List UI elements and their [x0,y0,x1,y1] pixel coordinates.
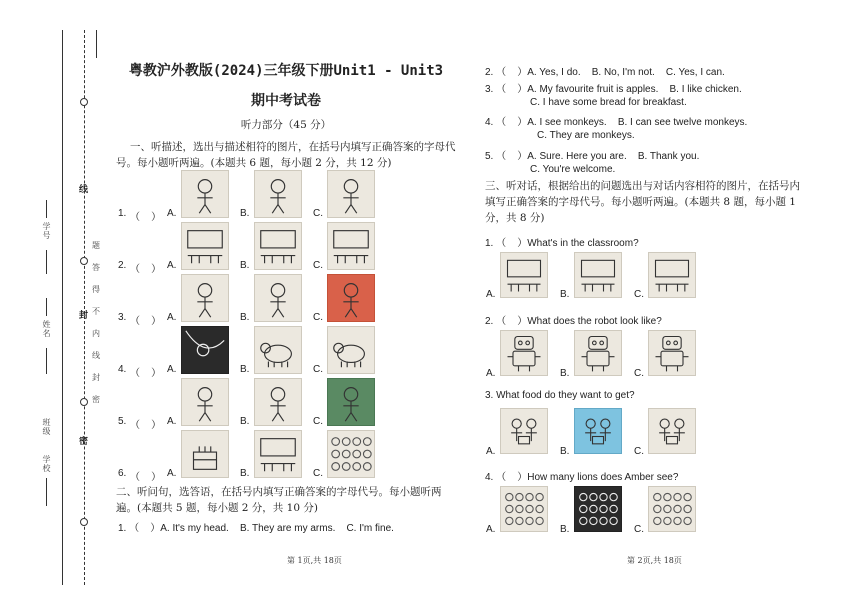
option-label: A. [486,446,496,457]
name-blank [46,348,47,374]
answer-parentheses[interactable]: （ ） [130,472,162,483]
girl-running-image[interactable] [327,378,375,426]
option-label: A. [486,524,496,535]
section3-question-1: 1. （ ）What's in the classroom? [485,238,639,249]
option-label: B. [560,446,570,457]
classroom-window-image[interactable] [181,222,229,270]
student-name-label: 姓名 [42,320,51,338]
margin-char: 封 [92,373,100,382]
margin-char: 内 [92,329,100,338]
robot-a-image[interactable] [500,330,548,376]
option-label: A. [167,468,177,479]
option-label: A. [167,364,177,375]
id-blank [46,250,47,274]
option-label: C. [313,260,323,271]
margin-char: 线 [92,351,100,360]
page-number-right: 第 2页,共 18页 [627,556,682,565]
robot-c-image[interactable] [648,330,696,376]
option-label: A. [167,208,177,219]
margin-hole [80,257,88,265]
answer-parentheses[interactable]: （ ） [130,368,162,379]
answer-parentheses[interactable]: （ ） [130,420,162,431]
animal-stickers-image[interactable] [327,430,375,478]
school-blank [46,478,47,506]
id-blank [46,200,47,218]
option-label: B. [240,312,250,323]
margin-char: 题 [92,241,100,250]
option-label: A. [486,368,496,379]
section1-instructions: 一、听描述，选出与描述相符的图片，在括号内填写正确答案的字母代号。每小题听两遍。(本题共 6 题，每小题 2 分，共 12 分) [116,141,456,169]
exam-subtitle: 期中考试卷 [251,93,321,109]
birthday-cake-image[interactable] [181,430,229,478]
girl-eating-image[interactable] [254,274,302,322]
listening-part-heading: 听力部分（45 分） [240,119,332,131]
section1-question-number: 4. [118,364,127,375]
option-label: A. [167,416,177,427]
option-label: C. [313,208,323,219]
margin-mi: 密 [79,437,89,447]
food-a-image[interactable] [500,408,548,454]
option-label: B. [560,289,570,300]
section2-question-5-option-c: C. You're welcome. [530,164,616,175]
classroom-brown-image[interactable] [574,252,622,298]
answer-parentheses[interactable]: （ ） [130,264,162,275]
tiger-image[interactable] [254,326,302,374]
boy-eating-image[interactable] [254,378,302,426]
section1-question-number: 3. [118,312,127,323]
page-number-left: 第 1页,共 18页 [287,556,342,565]
section2-question-4-option-c: C. They are monkeys. [537,130,635,141]
exam-title: 粤教沪外教版(2024)三年级下册Unit1 - Unit3 [128,63,444,79]
margin-xian: 线 [79,185,89,195]
jumping-kid-image[interactable] [327,170,375,218]
girl-jumping-rope-image[interactable] [181,378,229,426]
option-label: B. [560,524,570,535]
section2-question-2: 2. （ ）A. Yes, I do. B. No, I'm not. C. Yes, I can. [485,67,725,78]
classroom-board-image[interactable] [500,252,548,298]
section2-question-5: 5. （ ）A. Sure. Here you are. B. Thank you. [485,151,700,162]
option-label: C. [313,364,323,375]
lions-a-image[interactable] [500,486,548,532]
section3-question-2: 2. （ ）What does the robot look like? [485,316,662,327]
name-blank [46,298,47,316]
section1-question-number: 1. [118,208,127,219]
margin-short-line [96,30,97,58]
margin-hole [80,398,88,406]
option-label: B. [560,368,570,379]
option-label: C. [634,446,644,457]
food-c-image[interactable] [648,408,696,454]
lions-c-image[interactable] [648,486,696,532]
option-label: C. [634,524,644,535]
answer-parentheses[interactable]: （ ） [130,316,162,327]
school-label: 学校 [42,455,51,473]
girl-red-bg-image[interactable] [327,274,375,322]
option-label: B. [240,364,250,375]
margin-hole [80,518,88,526]
section1-question-number: 6. [118,468,127,479]
section1-question-number: 2. [118,260,127,271]
section2-question-1: 1. （ ）A. It's my head. B. They are my arms. C. I'm fine. [118,523,394,534]
section2-question-4: 4. （ ）A. I see monkeys. B. I can see twelve monkeys. [485,117,748,128]
food-b-image[interactable] [574,408,622,454]
answer-parentheses[interactable]: （ ） [130,212,162,223]
option-label: A. [486,289,496,300]
classroom-rows-image[interactable] [648,252,696,298]
section3-instructions: 三、听对话，根据给出的问题选出与对话内容相符的图片，在括号内填写正确答案的字母代号。每小题听两遍。(本题共 8 题，每小题 1 分，共 8 分) [485,180,800,224]
classroom-tv-image[interactable] [254,222,302,270]
option-label: C. [634,289,644,300]
elephant-image[interactable] [327,326,375,374]
child-face-image[interactable] [181,170,229,218]
classroom-desks-image[interactable] [327,222,375,270]
section3-question-4: 4. （ ）How many lions does Amber see? [485,472,679,483]
section2-instructions: 二、听问句，选答语，在括号内填写正确答案的字母代号。每小题听两遍。(本题共 5 题，每小题 2 分，共 10 分) [116,486,442,514]
option-label: C. [634,368,644,379]
margin-char: 答 [92,263,100,272]
margin-solid-line [62,30,63,585]
margin-char: 得 [92,285,100,294]
section2-question-3-option-c: C. I have some bread for breakfast. [530,97,687,108]
student-id-label: 学号 [42,222,51,240]
margin-feng: 封 [79,311,89,321]
margin-hole [80,98,88,106]
boy-flexing-image[interactable] [254,170,302,218]
option-label: C. [313,468,323,479]
option-label: B. [240,260,250,271]
margin-char: 不 [92,307,100,316]
section2-question-3: 3. （ ）A. My favourite fruit is apples. B. I like chicken. [485,84,742,95]
option-label: B. [240,468,250,479]
section3-question-3: 3. What food do they want to get? [485,390,635,401]
option-label: A. [167,260,177,271]
option-label: C. [313,312,323,323]
classroom-students-image[interactable] [254,430,302,478]
monkey-tree-image[interactable] [181,326,229,374]
option-label: A. [167,312,177,323]
option-label: C. [313,416,323,427]
margin-char: 密 [92,395,100,404]
section1-question-number: 5. [118,416,127,427]
option-label: B. [240,416,250,427]
class-label: 班级 [42,418,51,436]
lions-b-image[interactable] [574,486,622,532]
option-label: B. [240,208,250,219]
robot-b-image[interactable] [574,330,622,376]
girl-tooth-image[interactable] [181,274,229,322]
